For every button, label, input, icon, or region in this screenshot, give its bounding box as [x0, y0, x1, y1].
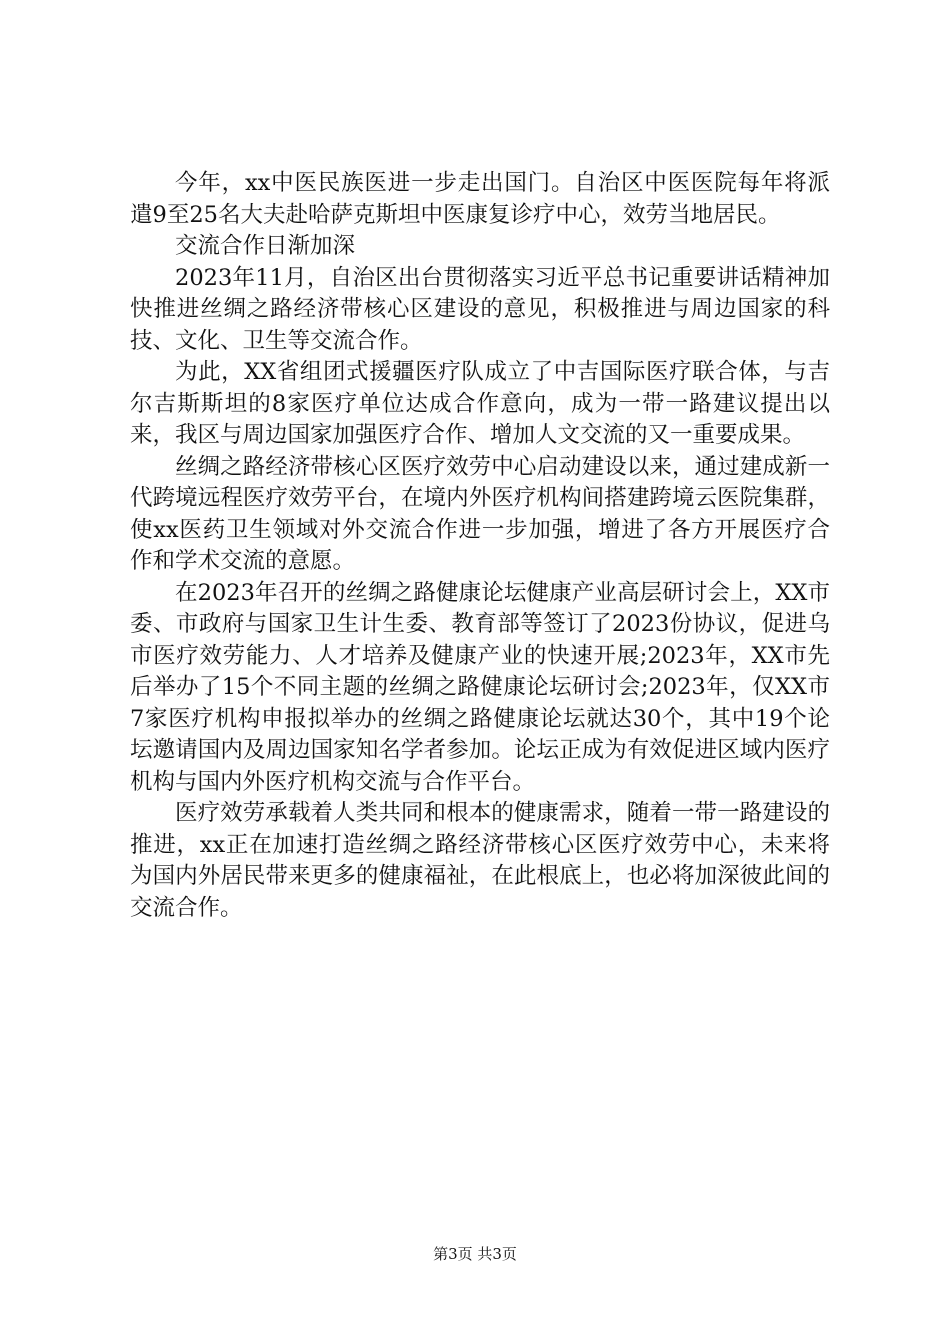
- section-heading: 交流合作日渐加深: [175, 233, 356, 259]
- paragraph-service-center: 丝绸之路经济带核心区医疗效劳中心启动建设以来，通过建成新一代跨境远程医疗效劳平台，在境内外医疗机构间搭建跨境云医院集群，使xx医药卫生领域对外交流合作进一步加强，增进了各方开展医疗合作和学术交流的意愿。: [130, 453, 830, 574]
- paragraph-intro: 今年，xx中医民族医进一步走出国门。自治区中医医院每年将派遣9至25名大夫赴哈萨克斯坦中医康复诊疗中心，效劳当地居民。: [130, 170, 830, 228]
- page-number: 第3页 共3页: [433, 1245, 517, 1263]
- paragraph-conclusion: 医疗效劳承载着人类共同和根本的健康需求，随着一带一路建设的推进，xx正在加速打造丝绸之路经济带核心区医疗效劳中心，未来将为国内外居民带来更多的健康福祉，在此根底上，也必将加深彼此间的交流合作。: [130, 800, 830, 921]
- page-footer: [0, 1244, 950, 1264]
- paragraph-medical-alliance: 为此，XX省组团式援疆医疗队成立了中吉国际医疗联合体，与吉尔吉斯斯坦的8家医疗单位达成合作意向，成为一带一路建议提出以来，我区与周边国家加强医疗合作、增加人文交流的又一重要成果。: [130, 359, 830, 448]
- paragraph-health-forum: 在2023年召开的丝绸之路健康论坛健康产业高层研讨会上，XX市委、市政府与国家卫生计生委、教育部等签订了2023份协议，促进乌市医疗效劳能力、人才培养及健康产业的快速开展;2023年，XX市先后举办了15个不同主题的丝绸之路健康论坛研讨会;2023年，仅XX市7家医疗机构申报拟举办的丝绸之路健康论坛就达30个，其中19个论坛邀请国内及周边国家知名学者参加。论坛正成为有效促进区域内医疗机构与国内外医疗机构交流与合作平台。: [130, 579, 830, 795]
- document-body: [130, 168, 830, 924]
- paragraph-policy: 2023年11月，自治区出台贯彻落实习近平总书记重要讲话精神加快推进丝绸之路经济带核心区建设的意见，积极推进与周边国家的科技、文化、卫生等交流合作。: [130, 264, 830, 354]
